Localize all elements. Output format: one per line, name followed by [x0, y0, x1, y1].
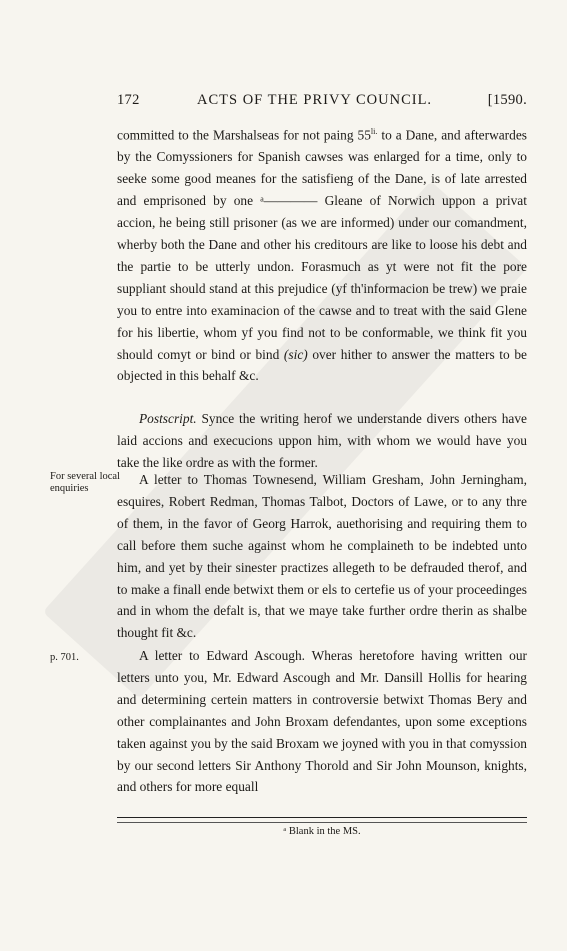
postscript-text: Synce the writing herof we understande divers others have laid accions and execucions uppon him, with whom we would have you take the like ordre as with the former.	[117, 411, 527, 470]
margin-note-page-ref: p. 701.	[50, 652, 79, 663]
paragraph-townesend-letter	[117, 469, 527, 644]
sic-note: (sic)	[283, 346, 308, 362]
postscript-label: Postscript.	[139, 411, 197, 426]
paragraph-ascough-letter	[117, 645, 527, 798]
running-title: ACTS OF THE PRIVY COUNCIL.	[197, 92, 433, 108]
p1-text: committed to the Marshalseas for not paing 55	[117, 127, 371, 143]
paragraph-continuation	[117, 121, 527, 387]
p1-superscript: li.	[370, 127, 378, 136]
ascough-letter-text: A letter to Edward Ascough. Wheras heretofore having written our letters unto you, Mr. Edward Ascough and Mr. Dansill Hollis for hearing and determining certein matters in controversie betwixt Thomas Bery and other complainantes and John Broxam defendantes, upon some exceptions taken against you by the said Broxam we joyned with you in that comyssion by our second letters Sir Anthony Thorold and Sir John Mounson, knights, and others for more equall	[117, 648, 527, 795]
running-header	[117, 92, 527, 112]
p1-text-end: Gleane of Norwich uppon a privat accion, he being still prisoner (as we are informed) under our comandment, wherby both the Dane and other his creditours are like to loose his debt and the partie to be utterly undon. Forasmuch as yt were not fit the pore suppliant should stand at this prejudice (yf th'informacion be trew) we praie you to entre into examinacion of the cawse and to treat with the said Glene for his libertie, whom yf you find not to be conformable, we think fit you should comyt or bind or bind	[117, 193, 527, 362]
blank-marker: ᵃ————	[260, 193, 325, 209]
header-year: [1590.	[487, 92, 527, 108]
p1-text-rest: to a Dane, and afterwardes by the Comyssioners for Spanish cawses was enlarged for a time, only to seeke some good meanes for the satisfieng of the Dane, is of late arrested and emprisoned by one	[117, 127, 527, 209]
page-number: 172	[117, 92, 140, 108]
footnote-rule-thin	[117, 822, 527, 823]
margin-note-enquiries: For several local enquiries	[50, 471, 120, 494]
footnote-rule	[117, 817, 527, 818]
paragraph-postscript	[117, 408, 527, 474]
townesend-letter-text: A letter to Thomas Townesend, William Gresham, John Jerningham, esquires, Robert Redman, Thomas Talbot, Doctors of Lawe, or to any thre of them, in the favor of Georg Harrok, auethorising and requiring them to call before them suche against whom he complaineth to be indebted unto him, and yet by their sinester practizes allegeth to be defrauded therof, and to make a finall ende betwixt them or els to certefie us of your proceedinges and in whom the defalt is, that we maye take further ordre therin as shalbe thought fit &c.	[117, 472, 527, 641]
p1-text-tail: over hither to answer the matters to be objected in this behalf &c.	[117, 346, 527, 384]
footnote: ᵃ Blank in the MS.	[283, 826, 361, 837]
